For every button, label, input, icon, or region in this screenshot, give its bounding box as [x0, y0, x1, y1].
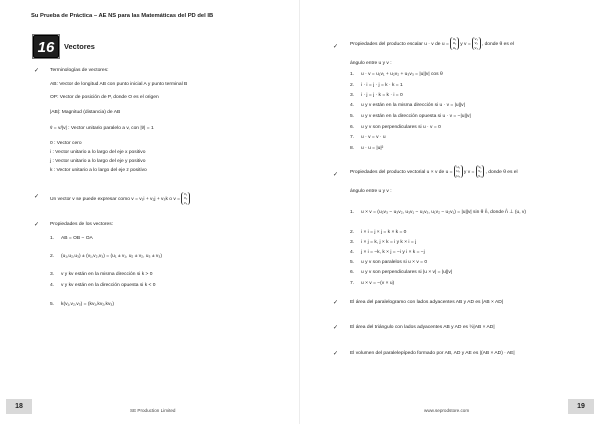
properties-heading: Propiedades de los vectores: [50, 222, 114, 227]
property-item: 3. v y kv están en la misma dirección si k > 0 [50, 272, 153, 277]
dot-item: 8. u · u = |u|² [350, 146, 384, 151]
dot-item: 5. u y v están en la dirección opuesta si u · v = −|u||v| [350, 114, 471, 119]
v-vector: v₁ v₂ v₃ [476, 165, 484, 178]
v-vector: v₁ v₂ v₃ [472, 37, 480, 50]
term-item: k : Vector unitario a lo largo del eje z positivo [50, 168, 147, 173]
cross-item: 7. u × v = −(v × u) [350, 281, 395, 286]
cross-intro-line2: ángulo entre u y v : [350, 189, 392, 194]
area-parallelogram: El área del paralelogramo con lados adyacentes AB y AD es |AB × AD| [350, 300, 504, 305]
check-icon: ✓ [333, 300, 339, 306]
term-item: v̂ = v/|v| : Vector unitario paralelo a v, con |v̂| = 1 [50, 126, 154, 131]
cross-item: 1. u × v = (u₂v₃ − u₃v₂, u₃v₁ − u₁v₃, u₁v₂ − u₂v₁) = |u||v| sin θ n̂, donde n̂ ⊥ (u, v) [350, 210, 526, 215]
term-item: OP: Vector de posición de P, donde O es el origen [50, 95, 159, 100]
vec-entry: v₃ [183, 200, 188, 205]
cross-intro: Propiedades del producto vectorial u × v de u = u₁ u₂ u₃ y v = v₁ v₂ v₃ , donde θ es el [350, 165, 518, 178]
check-icon: ✓ [333, 44, 339, 50]
check-icon: ✓ [34, 68, 40, 74]
u-vector: u₁ u₂ u₃ [450, 37, 459, 50]
property-item: 4. v y kv están en la dirección opuesta si k < 0 [50, 283, 156, 288]
dot-item: 7. u · v = v · u [350, 135, 386, 140]
property-item: 1. AB = OB − OA [50, 236, 93, 241]
check-icon: ✓ [34, 222, 40, 228]
dot-item: 2. i · i = j · j = k · k = 1 [350, 83, 403, 88]
cross-item: 2. i × i = j × j = k × k = 0 [350, 230, 407, 235]
check-icon: ✓ [333, 351, 339, 357]
check-icon: ✓ [34, 194, 40, 200]
u-vector: u₁ u₂ u₃ [454, 165, 463, 178]
term-item: j : Vector unitario a lo largo del eje y positivo [50, 159, 146, 164]
component-form [50, 192, 190, 205]
term-item: 0 : Vector cero [50, 141, 82, 146]
component-vector [181, 192, 189, 205]
term-item: i : Vector unitario a lo largo del eje x positivo [50, 150, 146, 155]
page-divider [299, 0, 300, 424]
term-item: AB: Vector de longitud AB con punto inicial A y punto terminal B [50, 82, 188, 87]
cross-item: 3. i × j = k, j × k = i y k × i = j [350, 240, 417, 245]
property-item: 2. (u₁,u₂,u₃) ± (v₁,v₂,v₃) = (u₁ ± v₁, u₂ ± v₂, u₃ ± v₃) [50, 254, 162, 259]
cross-item: 5. u y v son paralelos si u × v = 0 [350, 260, 428, 265]
check-icon: ✓ [333, 325, 339, 331]
dot-item: 3. i · j = j · k = k · i = 0 [350, 93, 403, 98]
dot-item: 1. u · v = u₁v₁ + u₂v₂ + u₃v₃ = |u||v| cos θ [350, 72, 443, 77]
component-text: Un vector v se puede expresar como v = v₁i + v₂j + v₃k o v = [50, 196, 181, 202]
dot-intro: Propiedades del producto escalar u · v de u = u₁ u₂ u₃ y v = v₁ v₂ v₃ , donde θ es el [350, 37, 514, 50]
page-number-left: 18 [6, 399, 32, 414]
cross-item: 4. j × i = −k, k × j = −i y i × k = −j [350, 250, 425, 255]
terminology-heading: Terminologías de vectores: [50, 68, 109, 73]
chapter-number: 16 [37, 39, 55, 56]
dot-item: 6. u y v son perpendiculares si u · v = 0 [350, 125, 441, 130]
dot-intro-line2: ángulo entre u y v : [350, 61, 392, 66]
vec-entry: v₂ [183, 196, 188, 201]
dot-item: 4. u y v están en la misma dirección si u · v = |u||v| [350, 103, 465, 108]
chapter-badge [33, 35, 59, 58]
page-number-right: 19 [568, 399, 594, 414]
vec-entry: v₁ [184, 192, 188, 196]
check-icon: ✓ [333, 172, 339, 178]
chapter-title: Vectores [64, 42, 95, 51]
website-text: www.seprodstore.com [424, 408, 470, 413]
publisher-text: SE Production Limited [130, 408, 176, 413]
cross-item: 6. u y v son perpendiculares si |u × v| = |u||v| [350, 270, 453, 275]
area-triangle: El área del triángulo con lados adyacentes AB y AD es ½|AB × AD| [350, 325, 495, 330]
volume-parallelepiped: El volumen del paralelepípedo formado por AB, AD y AE es |(AB × AD) · AE| [350, 351, 515, 356]
running-header: Su Prueba de Práctica – AE NS para las Matemáticas del PD del IB [31, 13, 214, 19]
property-item: 5. k(v₁,v₂,v₃) = (kv₁,kv₂,kv₃) [50, 302, 115, 307]
term-item: |AB|: Magnitud (distancia) de AB [50, 110, 121, 115]
